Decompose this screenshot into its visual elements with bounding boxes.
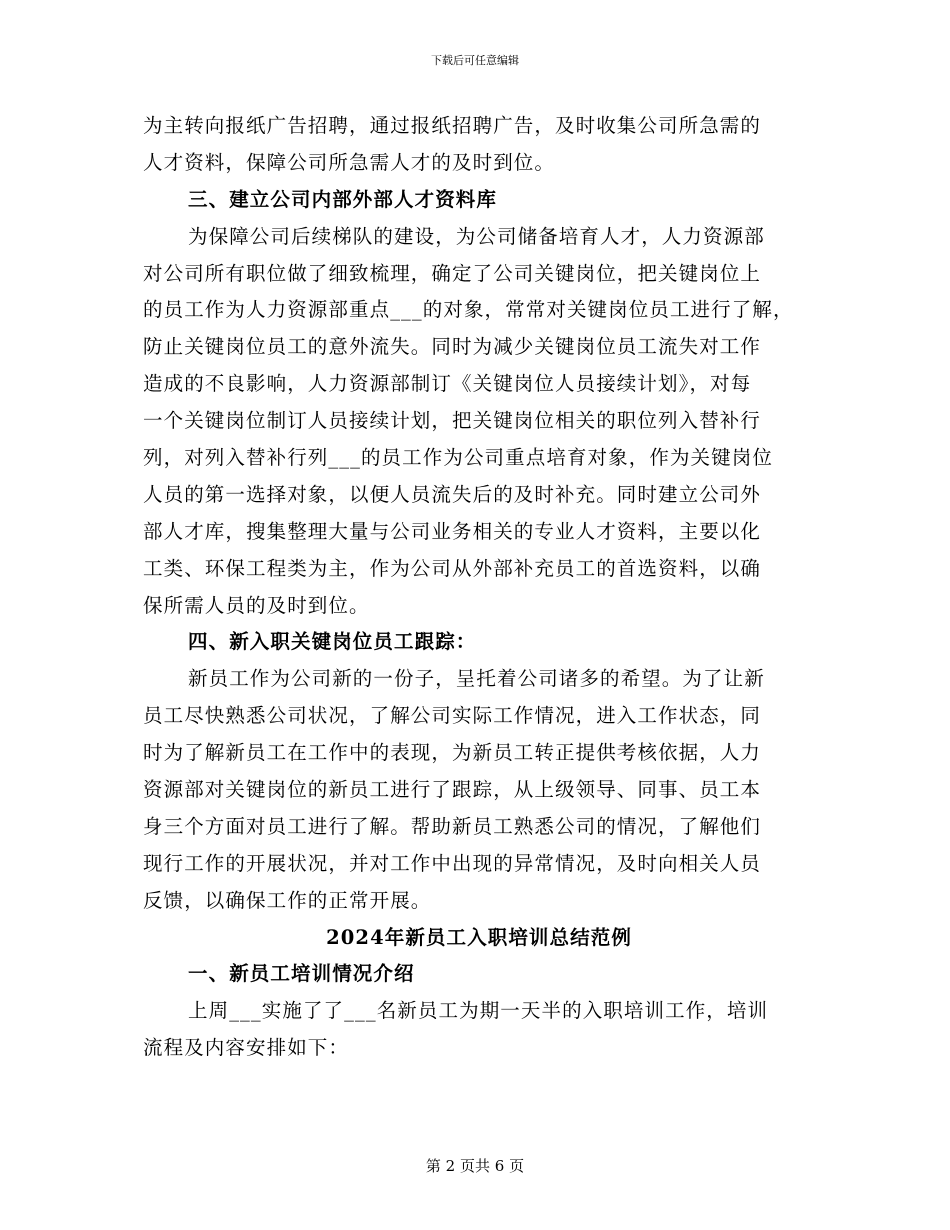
paragraph-line: 对公司所有职位做了细致梳理，确定了公司关键岗位，把关键岗位上 xyxy=(143,261,762,285)
paragraph-line: 保所需人员的及时到位。 xyxy=(143,593,370,617)
document-body xyxy=(143,108,815,1067)
paragraph-line: 一个关键岗位制订人员接续计划，把关键岗位相关的职位列入替补行 xyxy=(143,409,762,433)
paragraph-line: 流程及内容安排如下： xyxy=(143,1036,350,1060)
paragraph-line: 现行工作的开展状况，并对工作中出现的异常情况，及时向相关人员 xyxy=(143,851,762,875)
paragraph-line: 工类、环保工程类为主，作为公司从外部补充员工的首选资料，以确 xyxy=(143,556,762,580)
paragraph-line: 列，对列入替补行列___的员工作为公司重点培育对象，作为关键岗位 xyxy=(143,446,773,470)
paragraph-line: 反馈，以确保工作的正常开展。 xyxy=(143,888,432,912)
paragraph-line: 身三个方面对员工进行了解。帮助新员工熟悉公司的情况，了解他们 xyxy=(143,814,762,838)
document-title: 2024年新员工入职培训总结范例 xyxy=(326,925,632,949)
paragraph-line: 资源部对关键岗位的新员工进行了跟踪，从上级领导、同事、员工本 xyxy=(143,778,762,802)
page-number: 第 2 页共 6 页 xyxy=(425,1157,525,1175)
paragraph-line: 人才资料，保障公司所急需人才的及时到位。 xyxy=(143,150,556,174)
paragraph-line: 人员的第一选择对象，以便人员流失后的及时补充。同时建立公司外 xyxy=(143,482,762,506)
paragraph-line: 为保障公司后续梯队的建设，为公司储备培育人才，人力资源部 xyxy=(188,224,765,248)
paragraph-line: 新员工作为公司新的一份子，呈托着公司诸多的希望。为了让新 xyxy=(188,667,765,691)
page-header-note: 下载后可任意编辑 xyxy=(431,54,519,67)
paragraph-line: 的员工作为人力资源部重点___的对象，常常对关键岗位员工进行了解， xyxy=(143,298,794,322)
paragraph-line: 时为了解新员工在工作中的表现，为新员工转正提供考核依据，人力 xyxy=(143,741,762,765)
paragraph-line: 造成的不良影响，人力资源部制订《关键岗位人员接续计划》，对每 xyxy=(143,372,752,396)
section-heading-3: 三、建立公司内部外部人才资料库 xyxy=(188,187,498,211)
paragraph-line: 员工尽快熟悉公司状况，了解公司实际工作情况，进入工作状态，同 xyxy=(143,704,762,728)
paragraph-line: 防止关键岗位员工的意外流失。同时为减少关键岗位员工流失对工作 xyxy=(143,335,762,359)
section-heading-4: 四、新入职关键岗位员工跟踪： xyxy=(188,630,477,654)
section-heading-1: 一、新员工培训情况介绍 xyxy=(188,962,415,986)
paragraph-line: 上周___实施了了___名新员工为期一天半的入职培训工作，培训 xyxy=(188,999,769,1023)
paragraph-line: 为主转向报纸广告招聘，通过报纸招聘广告，及时收集公司所急需的 xyxy=(143,114,762,137)
paragraph-line: 部人才库，搜集整理大量与公司业务相关的专业人才资料，主要以化 xyxy=(143,519,762,543)
